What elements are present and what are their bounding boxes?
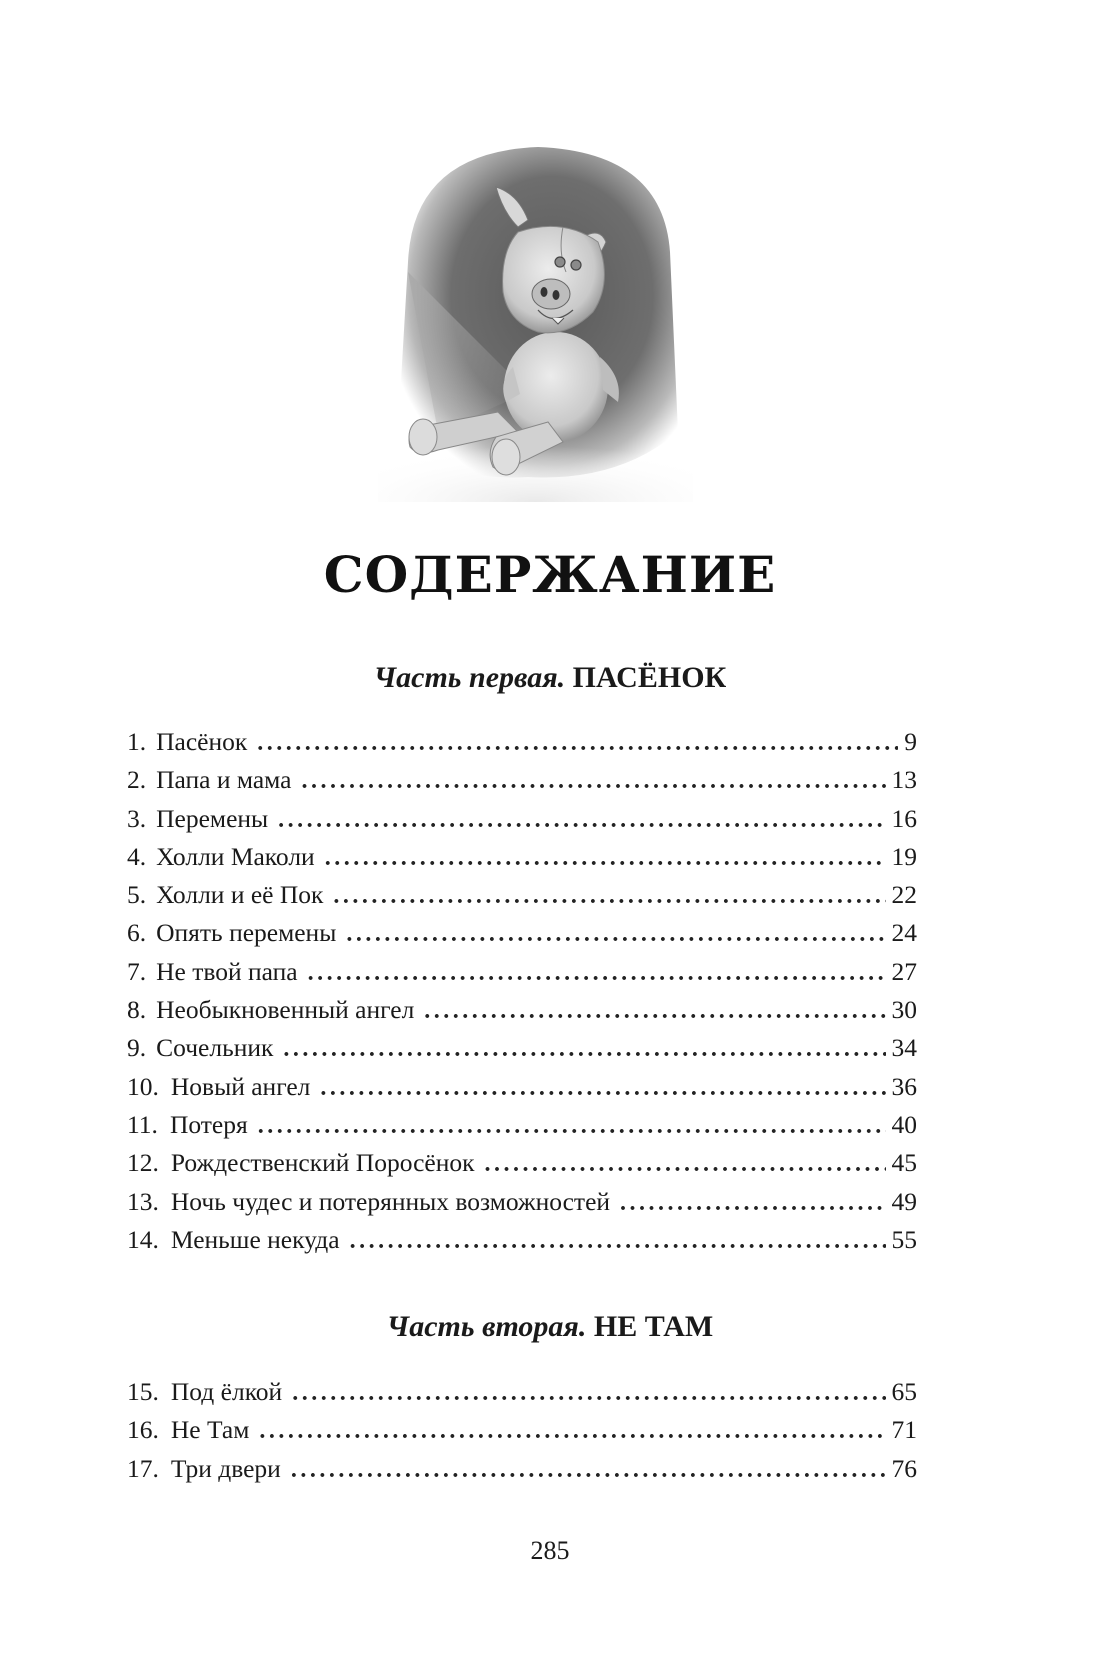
chapter-title: Меньше некуда: [170, 1224, 340, 1254]
chapter-title: Необыкновенный ангел: [156, 995, 415, 1025]
dot-leader: [320, 1069, 885, 1107]
chapter-page: 71: [891, 1415, 917, 1445]
toc-entry[interactable]: [127, 1029, 917, 1067]
toc-entry[interactable]: [127, 1106, 917, 1144]
dot-leader: [325, 839, 886, 877]
dot-leader: [308, 954, 886, 992]
chapter-number: 5.: [127, 880, 147, 910]
chapter-number: 7.: [127, 956, 147, 986]
part-heading-2-label: Часть вторая.: [386, 1310, 587, 1343]
chapter-title: Пасёнок: [156, 727, 248, 756]
chapter-number: 11.: [127, 1109, 158, 1139]
toc-entry[interactable]: [127, 953, 917, 991]
chapter-title: Рождественский Поросёнок: [170, 1148, 475, 1178]
chapter-page: 65: [891, 1377, 917, 1406]
chapter-number: 14.: [127, 1224, 159, 1254]
chapter-page: 13: [891, 765, 917, 795]
chapter-page: 55: [891, 1224, 917, 1254]
chapter-title: Холли и её Пок: [156, 880, 324, 910]
toc-entry[interactable]: [127, 1144, 917, 1182]
chapter-title: Холли Маколи: [156, 841, 315, 871]
chapter-number: 1.: [127, 727, 147, 756]
toc-entry[interactable]: [127, 761, 917, 799]
dot-leader: [292, 1374, 885, 1412]
chapter-number: 10.: [127, 1071, 159, 1101]
dot-leader: [333, 877, 885, 915]
toc-list-part-2: [127, 1373, 917, 1488]
chapter-page: 9: [904, 727, 917, 756]
toc-entry[interactable]: [127, 1183, 917, 1221]
dot-leader: [301, 762, 885, 800]
chapter-title: Три двери: [170, 1453, 281, 1483]
chapter-number: 13.: [127, 1186, 159, 1216]
chapter-title: Под ёлкой: [170, 1377, 283, 1406]
chapter-title: Новый ангел: [170, 1071, 311, 1101]
chapter-number: 4.: [127, 841, 147, 871]
chapter-title: Сочельник: [156, 1033, 274, 1063]
toc-entry[interactable]: [127, 1373, 917, 1411]
part-heading-1: [0, 661, 1100, 695]
toc-entry[interactable]: [127, 1068, 917, 1106]
toc-entry[interactable]: [127, 838, 917, 876]
chapter-title: Ночь чудес и потерянных возможностей: [170, 1186, 611, 1216]
toc-entry[interactable]: [127, 1411, 917, 1449]
dot-leader: [258, 1107, 886, 1145]
dot-leader: [291, 1451, 886, 1489]
chapter-number: 15.: [127, 1377, 159, 1406]
toc-entry[interactable]: [127, 991, 917, 1029]
chapter-page: 34: [891, 1033, 917, 1063]
dot-leader: [620, 1184, 885, 1222]
toc-entry[interactable]: [127, 876, 917, 914]
chapter-title: Не твой папа: [156, 956, 298, 986]
dot-leader: [278, 801, 885, 839]
part-heading-2-title: НЕ ТАМ: [593, 1310, 714, 1343]
toc-entry[interactable]: [127, 1221, 917, 1259]
chapter-page: 22: [891, 880, 917, 910]
chapter-title: Потеря: [169, 1109, 248, 1139]
chapter-page: 16: [891, 803, 917, 833]
chapter-page: 40: [891, 1109, 917, 1139]
chapter-page: 19: [891, 841, 917, 871]
chapter-page: 76: [891, 1453, 917, 1483]
chapter-number: 16.: [127, 1415, 159, 1445]
chapter-title: Не Там: [170, 1415, 250, 1445]
dot-leader: [259, 1412, 885, 1450]
part-heading-1-title: ПАСЁНОК: [572, 661, 727, 694]
stuffed-pig-illustration: [378, 132, 693, 502]
chapter-number: 8.: [127, 995, 147, 1025]
toc-entry[interactable]: [127, 800, 917, 838]
chapter-number: 6.: [127, 918, 147, 948]
toc-entry[interactable]: [127, 723, 917, 761]
toc-list-part-1: [127, 723, 917, 1259]
chapter-number: 12.: [127, 1148, 159, 1178]
chapter-number: 3.: [127, 803, 147, 833]
dot-leader: [350, 1222, 886, 1260]
chapter-number: 17.: [127, 1453, 159, 1483]
chapter-page: 30: [891, 995, 917, 1025]
part-heading-2: [0, 1310, 1100, 1344]
chapter-page: 36: [891, 1071, 917, 1101]
page-title: СОДЕРЖАНИЕ: [323, 545, 777, 604]
dot-leader: [424, 992, 885, 1030]
dot-leader: [283, 1030, 885, 1068]
dot-leader: [346, 915, 885, 953]
toc-entry[interactable]: [127, 1450, 917, 1488]
dot-leader: [257, 724, 898, 762]
chapter-title: Папа и мама: [156, 765, 292, 795]
chapter-title: Опять перемены: [156, 918, 337, 948]
chapter-title: Перемены: [156, 803, 269, 833]
dot-leader: [485, 1145, 886, 1183]
toc-entry[interactable]: [127, 914, 917, 952]
chapter-page: 27: [891, 956, 917, 986]
page-number: 285: [530, 1536, 570, 1565]
chapter-number: 9.: [127, 1033, 147, 1063]
part-heading-1-label: Часть первая.: [373, 661, 566, 694]
chapter-page: 24: [891, 918, 917, 948]
chapter-number: 2.: [127, 765, 147, 795]
chapter-page: 49: [891, 1186, 917, 1216]
chapter-page: 45: [891, 1148, 917, 1178]
